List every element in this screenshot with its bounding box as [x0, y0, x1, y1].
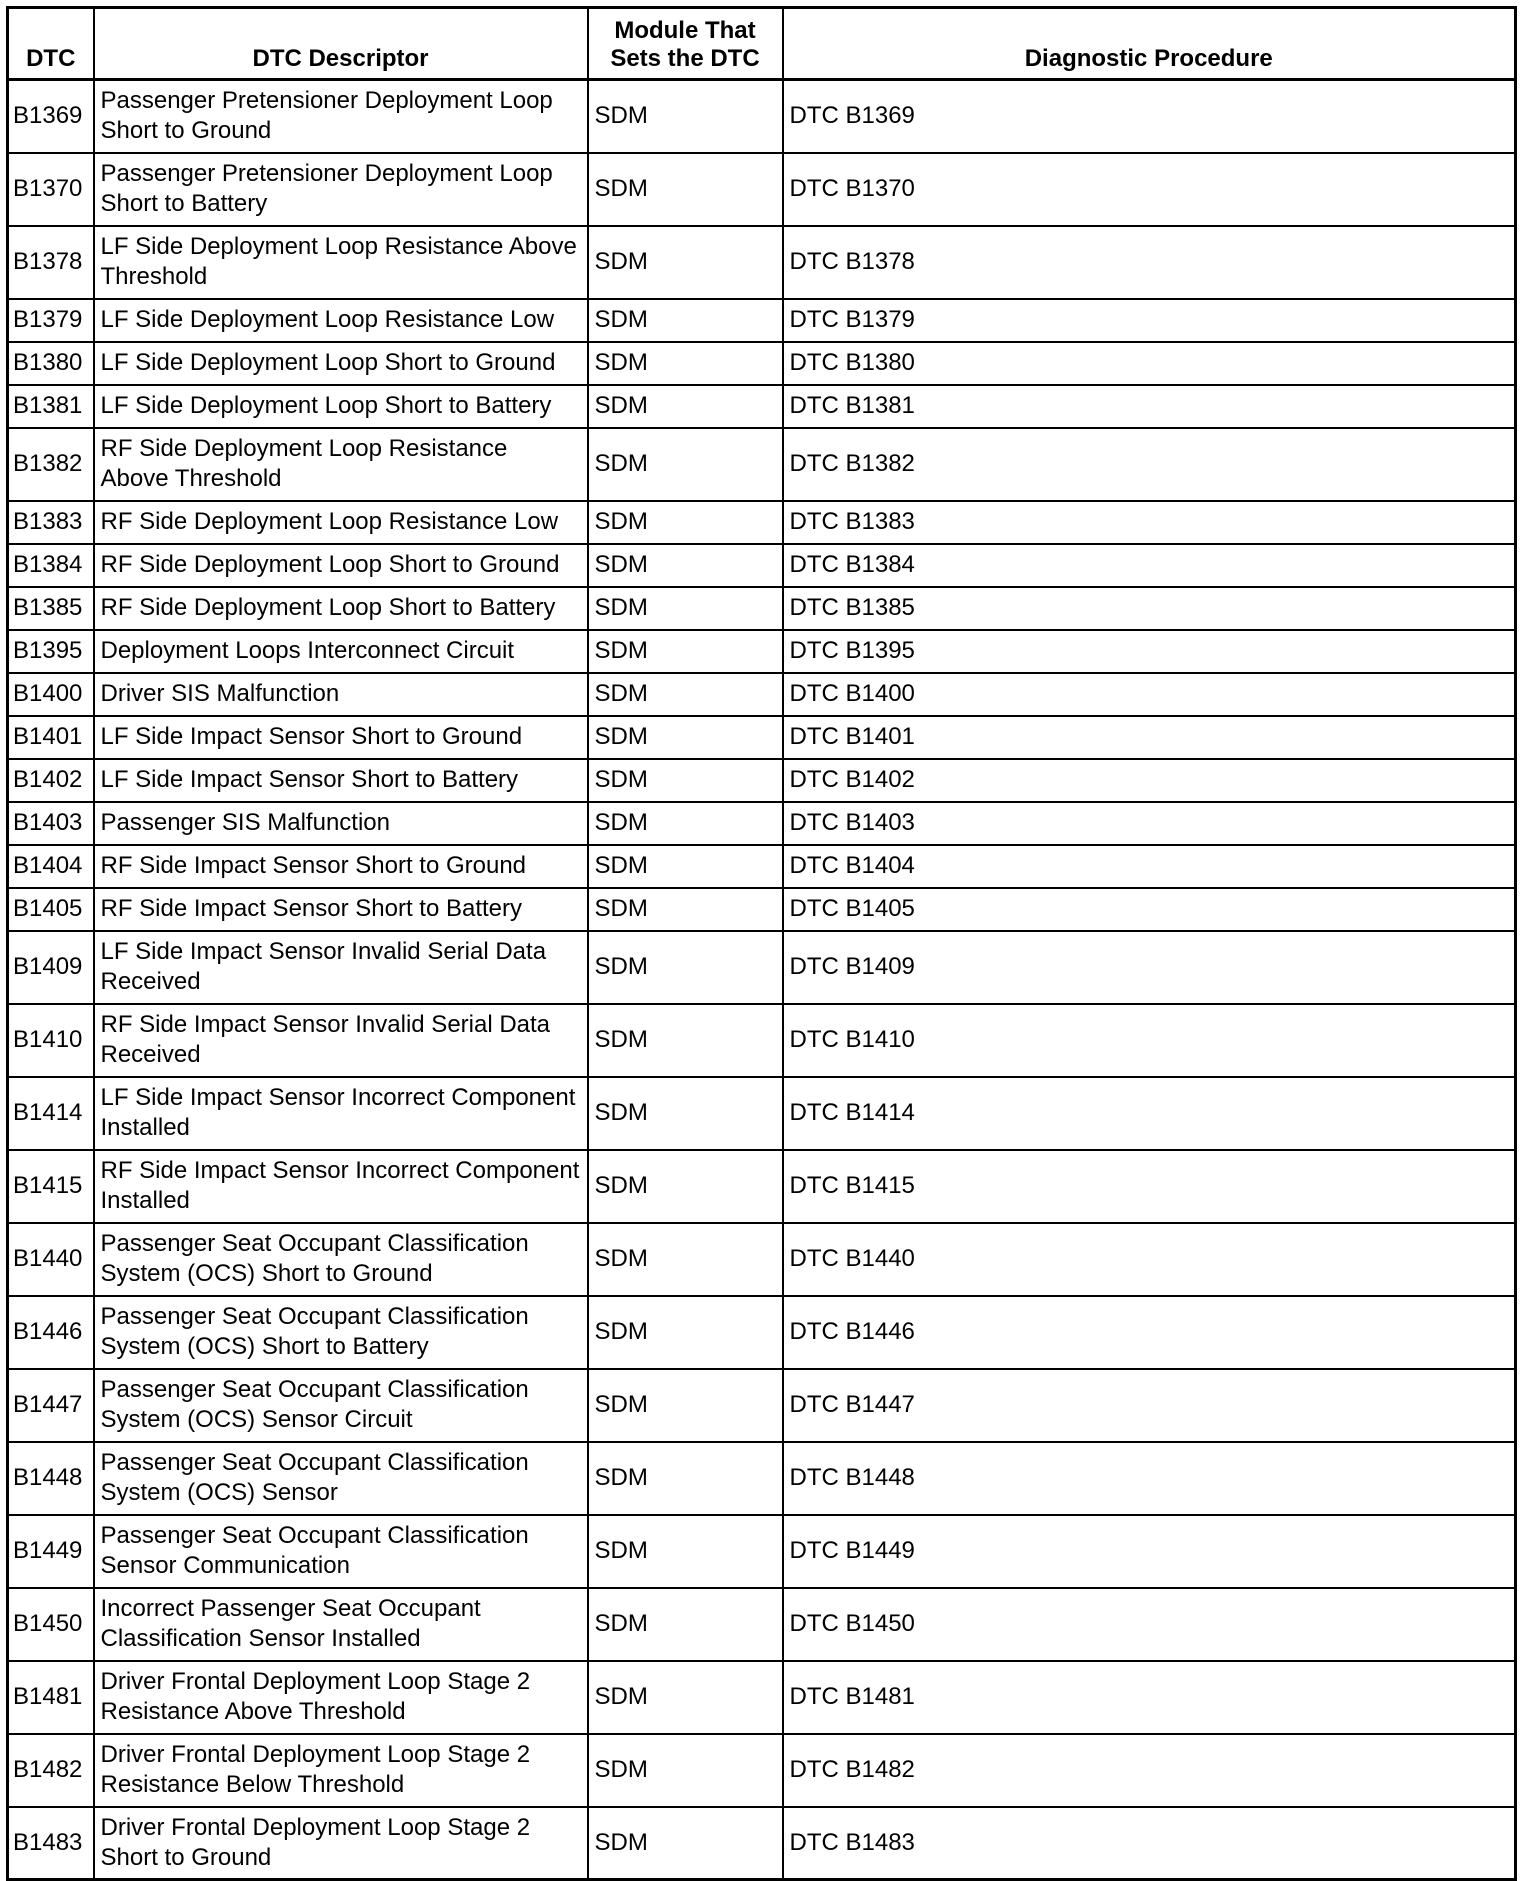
cell-module: SDM	[588, 845, 783, 888]
cell-procedure: DTC B1410	[783, 1004, 1516, 1077]
cell-procedure: DTC B1383	[783, 501, 1516, 544]
table-row	[8, 1588, 1516, 1661]
cell-dtc: B1404	[8, 845, 94, 888]
cell-module: SDM	[588, 1734, 783, 1807]
cell-dtc: B1400	[8, 673, 94, 716]
cell-descriptor: Passenger SIS Malfunction	[94, 802, 588, 845]
cell-procedure: DTC B1481	[783, 1661, 1516, 1734]
cell-descriptor: Passenger Seat Occupant Classification System (OCS) Sensor	[94, 1442, 588, 1515]
table-row	[8, 673, 1516, 716]
cell-dtc: B1482	[8, 1734, 94, 1807]
cell-descriptor: Passenger Pretensioner Deployment Loop Short to Battery	[94, 153, 588, 226]
cell-module: SDM	[588, 1442, 783, 1515]
cell-module: SDM	[588, 759, 783, 802]
cell-descriptor: Passenger Seat Occupant Classification System (OCS) Short to Ground	[94, 1223, 588, 1296]
table-row	[8, 1661, 1516, 1734]
cell-dtc: B1405	[8, 888, 94, 931]
table-body	[8, 80, 1516, 1880]
cell-dtc: B1446	[8, 1296, 94, 1369]
table-row	[8, 544, 1516, 587]
cell-module: SDM	[588, 1588, 783, 1661]
cell-module: SDM	[588, 1369, 783, 1442]
cell-descriptor: LF Side Impact Sensor Incorrect Component Installed	[94, 1077, 588, 1150]
cell-dtc: B1369	[8, 80, 94, 153]
table-row	[8, 716, 1516, 759]
cell-procedure: DTC B1414	[783, 1077, 1516, 1150]
cell-descriptor: LF Side Impact Sensor Short to Battery	[94, 759, 588, 802]
header-row	[8, 8, 1516, 80]
cell-dtc: B1395	[8, 630, 94, 673]
header-module	[588, 8, 783, 80]
cell-descriptor: RF Side Impact Sensor Invalid Serial Data Received	[94, 1004, 588, 1077]
cell-descriptor: LF Side Deployment Loop Resistance Low	[94, 299, 588, 342]
cell-dtc: B1370	[8, 153, 94, 226]
header-procedure: Diagnostic Procedure	[783, 8, 1516, 80]
table-row	[8, 1369, 1516, 1442]
cell-procedure: DTC B1400	[783, 673, 1516, 716]
cell-module: SDM	[588, 716, 783, 759]
cell-dtc: B1481	[8, 1661, 94, 1734]
cell-module: SDM	[588, 385, 783, 428]
cell-procedure: DTC B1449	[783, 1515, 1516, 1588]
cell-dtc: B1382	[8, 428, 94, 501]
table-row	[8, 1077, 1516, 1150]
cell-procedure: DTC B1401	[783, 716, 1516, 759]
cell-dtc: B1450	[8, 1588, 94, 1661]
cell-module: SDM	[588, 931, 783, 1004]
cell-procedure: DTC B1384	[783, 544, 1516, 587]
cell-dtc: B1381	[8, 385, 94, 428]
table-row	[8, 80, 1516, 153]
table-row	[8, 1734, 1516, 1807]
cell-descriptor: LF Side Deployment Loop Resistance Above Threshold	[94, 226, 588, 299]
cell-procedure: DTC B1482	[783, 1734, 1516, 1807]
cell-procedure: DTC B1405	[783, 888, 1516, 931]
cell-dtc: B1415	[8, 1150, 94, 1223]
cell-descriptor: RF Side Deployment Loop Resistance Low	[94, 501, 588, 544]
cell-procedure: DTC B1395	[783, 630, 1516, 673]
cell-dtc: B1380	[8, 342, 94, 385]
table-row	[8, 342, 1516, 385]
table-row	[8, 385, 1516, 428]
table-row	[8, 888, 1516, 931]
cell-module: SDM	[588, 342, 783, 385]
cell-procedure: DTC B1370	[783, 153, 1516, 226]
cell-descriptor: Driver Frontal Deployment Loop Stage 2 Resistance Above Threshold	[94, 1661, 588, 1734]
cell-descriptor: RF Side Impact Sensor Short to Ground	[94, 845, 588, 888]
table-row	[8, 845, 1516, 888]
dtc-table	[6, 6, 1517, 1881]
cell-procedure: DTC B1381	[783, 385, 1516, 428]
table-row	[8, 759, 1516, 802]
cell-dtc: B1448	[8, 1442, 94, 1515]
cell-module: SDM	[588, 888, 783, 931]
cell-module: SDM	[588, 153, 783, 226]
table-row	[8, 1442, 1516, 1515]
cell-module: SDM	[588, 501, 783, 544]
cell-descriptor: LF Side Deployment Loop Short to Ground	[94, 342, 588, 385]
cell-descriptor: LF Side Impact Sensor Short to Ground	[94, 716, 588, 759]
cell-procedure: DTC B1415	[783, 1150, 1516, 1223]
cell-dtc: B1383	[8, 501, 94, 544]
cell-descriptor: Driver Frontal Deployment Loop Stage 2 Short to Ground	[94, 1807, 588, 1880]
cell-module: SDM	[588, 1296, 783, 1369]
cell-module: SDM	[588, 1515, 783, 1588]
cell-dtc: B1385	[8, 587, 94, 630]
header-descriptor: DTC Descriptor	[94, 8, 588, 80]
cell-dtc: B1384	[8, 544, 94, 587]
cell-descriptor: RF Side Impact Sensor Incorrect Component Installed	[94, 1150, 588, 1223]
table-row	[8, 931, 1516, 1004]
cell-module: SDM	[588, 587, 783, 630]
cell-descriptor: Passenger Seat Occupant Classification Sensor Communication	[94, 1515, 588, 1588]
cell-dtc: B1409	[8, 931, 94, 1004]
cell-procedure: DTC B1403	[783, 802, 1516, 845]
cell-dtc: B1401	[8, 716, 94, 759]
cell-procedure: DTC B1448	[783, 1442, 1516, 1515]
cell-descriptor: Passenger Pretensioner Deployment Loop Short to Ground	[94, 80, 588, 153]
cell-procedure: DTC B1450	[783, 1588, 1516, 1661]
cell-dtc: B1440	[8, 1223, 94, 1296]
cell-module: SDM	[588, 673, 783, 716]
header-dtc: DTC	[8, 8, 94, 80]
cell-module: SDM	[588, 544, 783, 587]
cell-procedure: DTC B1369	[783, 80, 1516, 153]
table-row	[8, 630, 1516, 673]
table-row	[8, 1150, 1516, 1223]
cell-descriptor: LF Side Impact Sensor Invalid Serial Data Received	[94, 931, 588, 1004]
cell-module: SDM	[588, 1661, 783, 1734]
cell-descriptor: LF Side Deployment Loop Short to Battery	[94, 385, 588, 428]
cell-dtc: B1379	[8, 299, 94, 342]
cell-descriptor: Passenger Seat Occupant Classification System (OCS) Sensor Circuit	[94, 1369, 588, 1442]
cell-dtc: B1483	[8, 1807, 94, 1880]
table-row	[8, 226, 1516, 299]
cell-module: SDM	[588, 428, 783, 501]
cell-procedure: DTC B1446	[783, 1296, 1516, 1369]
cell-descriptor: Driver Frontal Deployment Loop Stage 2 Resistance Below Threshold	[94, 1734, 588, 1807]
cell-module: SDM	[588, 1077, 783, 1150]
cell-module: SDM	[588, 630, 783, 673]
cell-descriptor: Passenger Seat Occupant Classification System (OCS) Short to Battery	[94, 1296, 588, 1369]
cell-descriptor: Incorrect Passenger Seat Occupant Classification Sensor Installed	[94, 1588, 588, 1661]
cell-descriptor: RF Side Impact Sensor Short to Battery	[94, 888, 588, 931]
cell-dtc: B1410	[8, 1004, 94, 1077]
cell-module: SDM	[588, 1807, 783, 1880]
table-row	[8, 153, 1516, 226]
cell-dtc: B1402	[8, 759, 94, 802]
cell-procedure: DTC B1440	[783, 1223, 1516, 1296]
cell-module: SDM	[588, 299, 783, 342]
table-row	[8, 1223, 1516, 1296]
table-row	[8, 587, 1516, 630]
table-row	[8, 1515, 1516, 1588]
cell-module: SDM	[588, 1223, 783, 1296]
cell-dtc: B1414	[8, 1077, 94, 1150]
cell-dtc: B1378	[8, 226, 94, 299]
table-row	[8, 802, 1516, 845]
table-row	[8, 501, 1516, 544]
table-row	[8, 1807, 1516, 1880]
cell-descriptor: RF Side Deployment Loop Short to Battery	[94, 587, 588, 630]
cell-procedure: DTC B1409	[783, 931, 1516, 1004]
table-row	[8, 428, 1516, 501]
cell-procedure: DTC B1380	[783, 342, 1516, 385]
cell-procedure: DTC B1402	[783, 759, 1516, 802]
cell-descriptor: RF Side Deployment Loop Resistance Above Threshold	[94, 428, 588, 501]
table-row	[8, 1004, 1516, 1077]
cell-procedure: DTC B1483	[783, 1807, 1516, 1880]
cell-descriptor: Driver SIS Malfunction	[94, 673, 588, 716]
dtc-table-container	[6, 6, 1514, 1881]
cell-procedure: DTC B1447	[783, 1369, 1516, 1442]
table-row	[8, 299, 1516, 342]
cell-module: SDM	[588, 226, 783, 299]
cell-procedure: DTC B1379	[783, 299, 1516, 342]
cell-module: SDM	[588, 80, 783, 153]
cell-procedure: DTC B1404	[783, 845, 1516, 888]
cell-dtc: B1447	[8, 1369, 94, 1442]
cell-module: SDM	[588, 1004, 783, 1077]
cell-procedure: DTC B1385	[783, 587, 1516, 630]
table-header	[8, 8, 1516, 80]
cell-procedure: DTC B1382	[783, 428, 1516, 501]
cell-dtc: B1449	[8, 1515, 94, 1588]
cell-procedure: DTC B1378	[783, 226, 1516, 299]
header-module-label: Module That Sets the DTC	[610, 17, 760, 72]
cell-descriptor: Deployment Loops Interconnect Circuit	[94, 630, 588, 673]
table-row	[8, 1296, 1516, 1369]
cell-module: SDM	[588, 1150, 783, 1223]
cell-descriptor: RF Side Deployment Loop Short to Ground	[94, 544, 588, 587]
cell-module: SDM	[588, 802, 783, 845]
cell-dtc: B1403	[8, 802, 94, 845]
